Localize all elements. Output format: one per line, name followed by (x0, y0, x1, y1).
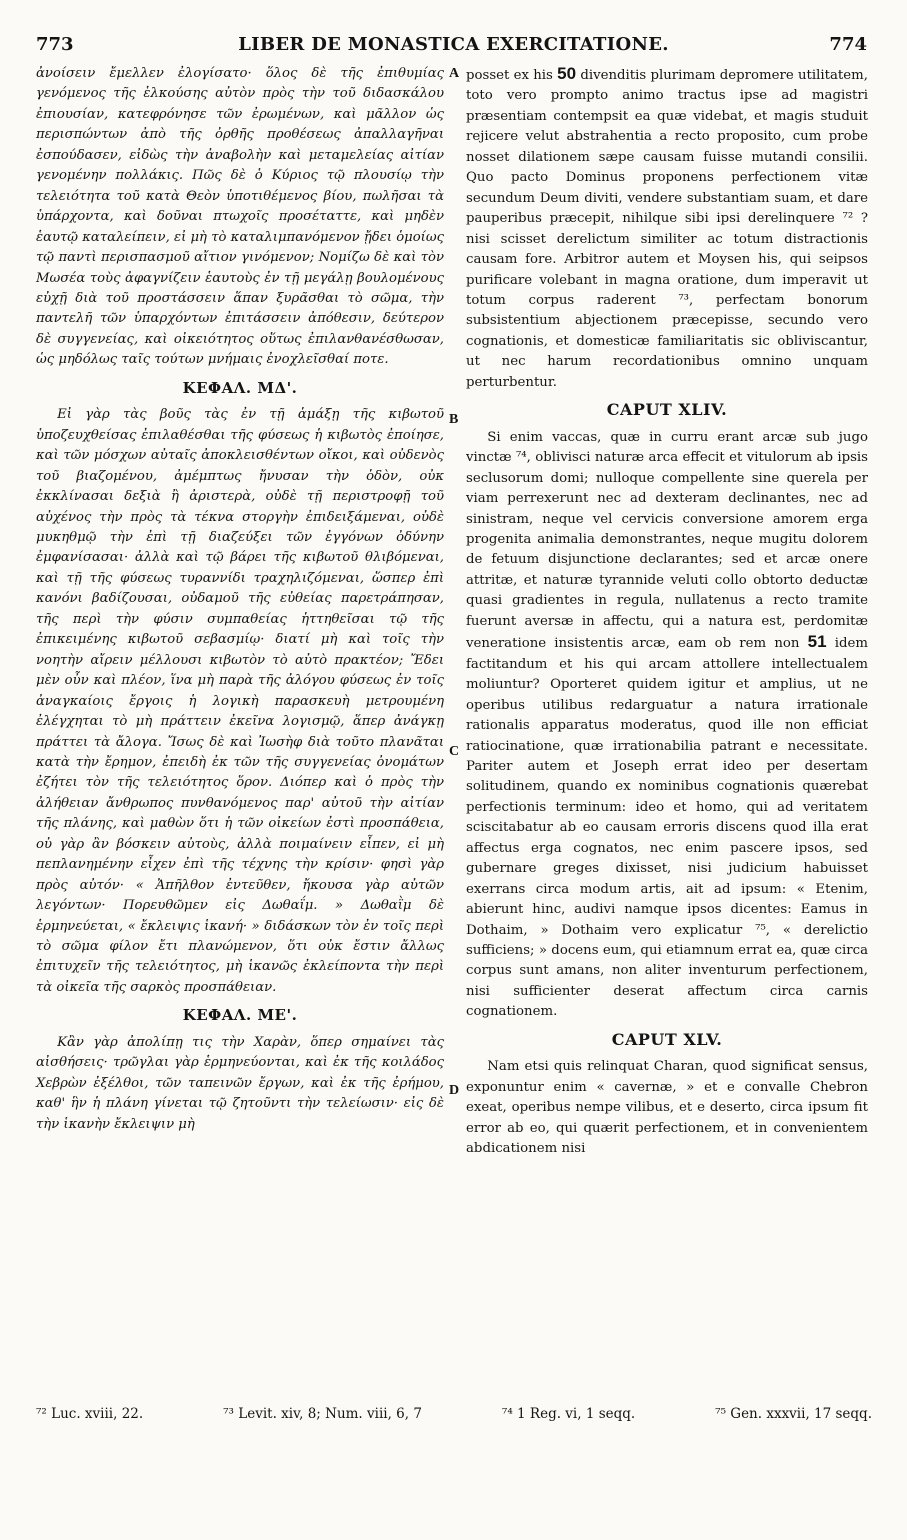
margin-letter-b: B (449, 412, 459, 427)
greek-column (36, 64, 444, 1135)
latin-paragraph-2-rest: idem factitandum et his qui arcam attollere intellectualem moliuntur? Oporteret quidem igitur et amplius, ut ne operibus utilibus redarguatur a natura irrationale rationalis apparatus moderatus, quod ille non efficiat ratiocinatione, quæ irrationabilia patrant e necessitate. Pariter autem et Joseph errat ideo per desertam solitudinem, quando ex nominibus cognationis quærebat perfectionis terminum: ideo et homo, qui ad veritatem sciscitabatur ab eo causam erroris discens quod illa erat affectus erga cognatos, nec enim pascere ipsos, sed gubernare greges dixisset, nisi judicium habuisset exerrans circa modum artis, ait ad ipsum: « Etenim, abierunt hinc, audivi namque ipsos dicentes: Eamus in Dothaim, » Dothaim vero explicatur ⁷⁵, « derelictio sufficiens; » docens eum, qui etiamnum errat ea, quæ circa corpus sunt amans, non aliter inventurum perfectionem, nisi sufficienter deserat affectum circa carnis cognationem. (466, 636, 869, 1020)
latin-chapter-heading-45: CAPUT XLV. (611, 1029, 723, 1049)
column-number-51: 51 (807, 632, 827, 652)
column-number-50: 50 (557, 64, 577, 83)
right-page-number: 774 (829, 34, 867, 55)
latin-paragraph-3: Nam etsi quis relinquat Charan, quod significat sensus, exponuntur enim « cavernæ, » et e convalle Chebron exeat, operibus nempe vilibus, et e deserto, circa ipsum fit error ab eo, qui quærit perfectionem, et in convenientem abdicationem nisi (466, 1059, 868, 1157)
latin-paragraph-2 (466, 428, 868, 1023)
latin-paragraph-1 (466, 64, 868, 393)
latin-chapter-heading-44: CAPUT XLIV. (606, 400, 728, 420)
latin-paragraph-1-rest: divenditis plurimam depromere utilitatem, toto vero prompto animo tractus ipse ad magistri præsentiam contempsit ea quæ videbat, et magis studuit rejicere velut abstrahentia a recto proposito, cum probe nosset dilationem sæpe causam fuisse mutandi consilii. Quo pacto Dominus proponens perfectionem vitæ secundum Deum diviti, vendere substantiam suam, et dare pauperibus præcepit, nihilque sibi ipsi derelinquere ⁷² ? nisi scisset derelictum similiter ac totum distractionis causam fore. Arbitror autem et Moysen his, qui seipsos purificare volebant in magna oratione, dum imperavit ut totum corpus raderent ⁷³, perfectam bonorum subsistentium abjectionem præcepisse, secundo vero cognationis, et domesticæ familiaritatis sic obliviscantur, ut nec harum recordationibus omnino unquam perturbentur. (466, 68, 868, 390)
running-header (0, 34, 907, 60)
margin-letter-c: C (449, 744, 460, 759)
latin-paragraph-2-start: Si enim vaccas, quæ in curru erant arcæ sub jugo vinctæ ⁷⁴, oblivisci naturæ arca effecit et vitulorum ab ipsis seclusorum domi; nulloque compellente sine querela per viam perrexerunt nec ad dexteram declinantes, nec ad sinistram, neque vel cervicis conversione amorem erga progenita animalia demonstrantes, neque mugitu dolorem de fetuum disjunctione declarantes; sed et arcæ onere attritæ, et naturæ tyrannide veluti collo obtorto deductæ quasi gradientes in regula, nullatenus a recto tramite fuerunt aversæ in affectu, qui a natura est, perdomitæ veneratione insistentis arcæ, eam ob rem non (466, 429, 868, 652)
margin-letter-d: D (449, 1083, 460, 1098)
greek-chapter-heading-45: ΚΕΦΑΛ. ΜΕ'. (182, 1006, 298, 1025)
greek-paragraph-2: Εἰ γὰρ τὰς βοῦς τὰς ἐν τῇ ἁμάξῃ τῆς κιβωτοῦ ὑποζευχθείσας ἐπιλαθέσθαι τῆς φύσεως ἡ κιβωτὸς ἐποίησε, καὶ τῶν μόσχων αὐταῖς ἀποκλεισθέντων οἴκοι, καὶ οὐδενὸς τοῦ βιαζομένου, ἀμέμπτως ἤνυσαν τὴν ὁδὸν, οὐκ ἐκκλίνασαι δεξιὰ ἢ ἀριστερὰ, οὐδὲ τῇ περιστροφῇ τοῦ αὐχένος τὴν πρὸς τὰ τέκνα στοργὴν ἐπιδειξάμεναι, οὐδὲ μυκηθμῷ τὴν ἐπὶ τῇ διαζεύξει τῶν ἐγγόνων ὀδύνην ἐμφανίσασαι· ἀλλὰ καὶ τῷ βάρει τῆς κιβωτοῦ θλιβόμεναι, καὶ τῇ τῆς φύσεως τυραννίδι τραχηλιζόμεναι, ὥσπερ ἐπὶ κανόνι βαδίζουσαι, οὐδαμοῦ τῆς εὐθείας παρετράπησαν, τῆς περὶ τὴν φύσιν συμπαθείας ἡττηθεῖσαι τῷ τῆς ἐπικειμένης κιβωτοῦ σεβασμίῳ· διατί μὴ καὶ τοῖς τὴν νοητὴν αἴρειν μέλλουσι κιβωτὸν τὸ αὐτὸ πρακτέον; Ἔδει μὲν οὖν καὶ πλέον, ἵνα μὴ παρὰ τῆς ἀλόγου φύσεως ἐν τοῖς ἀναγκαίοις ἔργοις ἡ λογικὴ παρασκευὴ μετρουμένη ἐλέγχηται τὸ μὴ πράττειν ἐκεῖνα λογισμῷ, ἅπερ ἀνάγκῃ πράττει τὰ ἄλογα. Ἴσως δὲ καὶ Ἰωσὴφ διὰ τοῦτο πλανᾶται κατὰ τὴν ἔρημον, ἐπειδὴ ἐκ τῶν τῆς συγγενείας ὀνομάτων ἐζήτει τὸν τῆς τελειότητος ὅρον. Διόπερ καὶ ὁ πρὸς τὴν ἀλήθειαν ἄνθρωπος πυνθανόμενος παρ' αὐτοῦ τὴν αἰτίαν τῆς πλάνης, καὶ μαθὼν ὅτι ἡ τῶν οἰκείων ἐστὶ προσπάθεια, οὐ γὰρ ἂν βόσκειν αὐτοὺς, ἀλλὰ ποιμαίνειν εἶπεν, εἰ μὴ πεπλανημένην εἶχεν ἐπὶ τῆς τέχνης τὴν κρίσιν· φησὶ γὰρ πρὸς αὐτόν· « Ἀπῆλθον ἐντεῦθεν, ἤκουσα γὰρ αὐτῶν λεγόντων· Πορευθῶμεν εἰς Δωθαΐμ. » Δωθαῒμ δὲ ἑρμηνεύεται, « ἔκλειψις ἱκανή· » διδάσκων τὸν ἐν τοῖς περὶ τὸ σῶμα φίλον ἔτι πλανώμενον, ὅτι οὐκ ἔστιν ἄλλως ἐπιτυχεῖν τῆς τελειότητος, μὴ ἱκανῶς ἐκλείποντα τὴν περὶ τὰ οἰκεῖα τῆς σαρκὸς προσπάθειαν. (36, 407, 444, 995)
footnote-74: ⁷⁴ 1 Reg. vi, 1 seqq. (501, 1406, 636, 1422)
latin-column (466, 64, 868, 1160)
footnote-72: ⁷² Luc. xviii, 22. (36, 1406, 144, 1422)
greek-chapter-heading-44: ΚΕΦΑΛ. ΜΔ'. (182, 378, 298, 397)
latin-paragraph-1-start: posset ex his (466, 68, 553, 83)
footnotes (36, 1406, 872, 1422)
left-page-number: 773 (36, 34, 74, 55)
footnote-75: ⁷⁵ Gen. xxxvii, 17 seqq. (715, 1406, 872, 1422)
running-title: LIBER DE MONASTICA EXERCITATIONE. (238, 34, 669, 55)
footnote-73: ⁷³ Levit. xiv, 8; Num. viii, 6, 7 (223, 1406, 422, 1422)
margin-letter-a: A (449, 66, 460, 81)
greek-paragraph-3: Κἂν γὰρ ἀπολίπῃ τις τὴν Χαρὰν, ὅπερ σημαίνει τὰς αἰσθήσεις· τρῶγλαι γὰρ ἑρμηνεύονται, καὶ ἐκ τῆς κοιλάδος Χεβρὼν ἐξέλθοι, τῶν ταπεινῶν ἔργων, καὶ ἐκ τῆς ἐρήμου, καθ' ἣν ἡ πλάνη γίνεται τῷ ζητοῦντι τὴν τελείωσιν· εἰς δὲ τὴν ἱκανὴν ἔκλειψιν μὴ (36, 1034, 444, 1132)
greek-paragraph-1: ἀνοίσειν ἔμελλεν ἐλογίσατο· ὅλος δὲ τῆς ἐπιθυμίας γενόμενος τῆς ἑλκούσης αὐτὸν πρὸς τὴν τοῦ διδασκάλου ἐπιουσίαν, κατεφρόνησε τῶν ἐρωμένων, καὶ μᾶλλον ὡς περισπώντων ἀπὸ τῆς ὀρθῆς προθέσεως ἀπαλλαγῆναι ἐσπούδασεν, εἰδὼς τὴν ἀναβολὴν καὶ μεταμελείας αἰτίαν γενομένην πολλάκις. Πῶς δὲ ὁ Κύριος τῷ πλουσίῳ τὴν τελειότητα τοῦ κατὰ Θεὸν ὑποτιθέμενος βίου, πωλῆσαι τὰ ὑπάρχοντα, καὶ δοῦναι πτωχοῖς προσέταττε, καὶ μηδὲν ἑαυτῷ καταλείπειν, εἰ μὴ τὸ καταλιμπανόμενον ᾔδει ὁμοίως τῷ παντὶ περισπασμοῦ αἴτιον γινόμενον; Νομίζω δὲ καὶ τὸν Μωσέα τοὺς ἀφαγνίζειν ἑαυτοὺς ἐν τῇ μεγάλῃ βουλομένους εὐχῇ διὰ τοῦ προστάσσειν ἅπαν ξυρᾶσθαι τὸ σῶμα, τὴν παντελῆ τῶν ὑπαρχόντων ἐπιτάσσειν ἀπόθεσιν, δεύτερον δὲ συγγενείας, καὶ οἰκειότητος οὕτως ἐπιλανθανέσθωσαν, ὡς μηδόλως ταῖς τούτων μνήμαις ἐνοχλεῖσθαί ποτε. (36, 66, 444, 368)
